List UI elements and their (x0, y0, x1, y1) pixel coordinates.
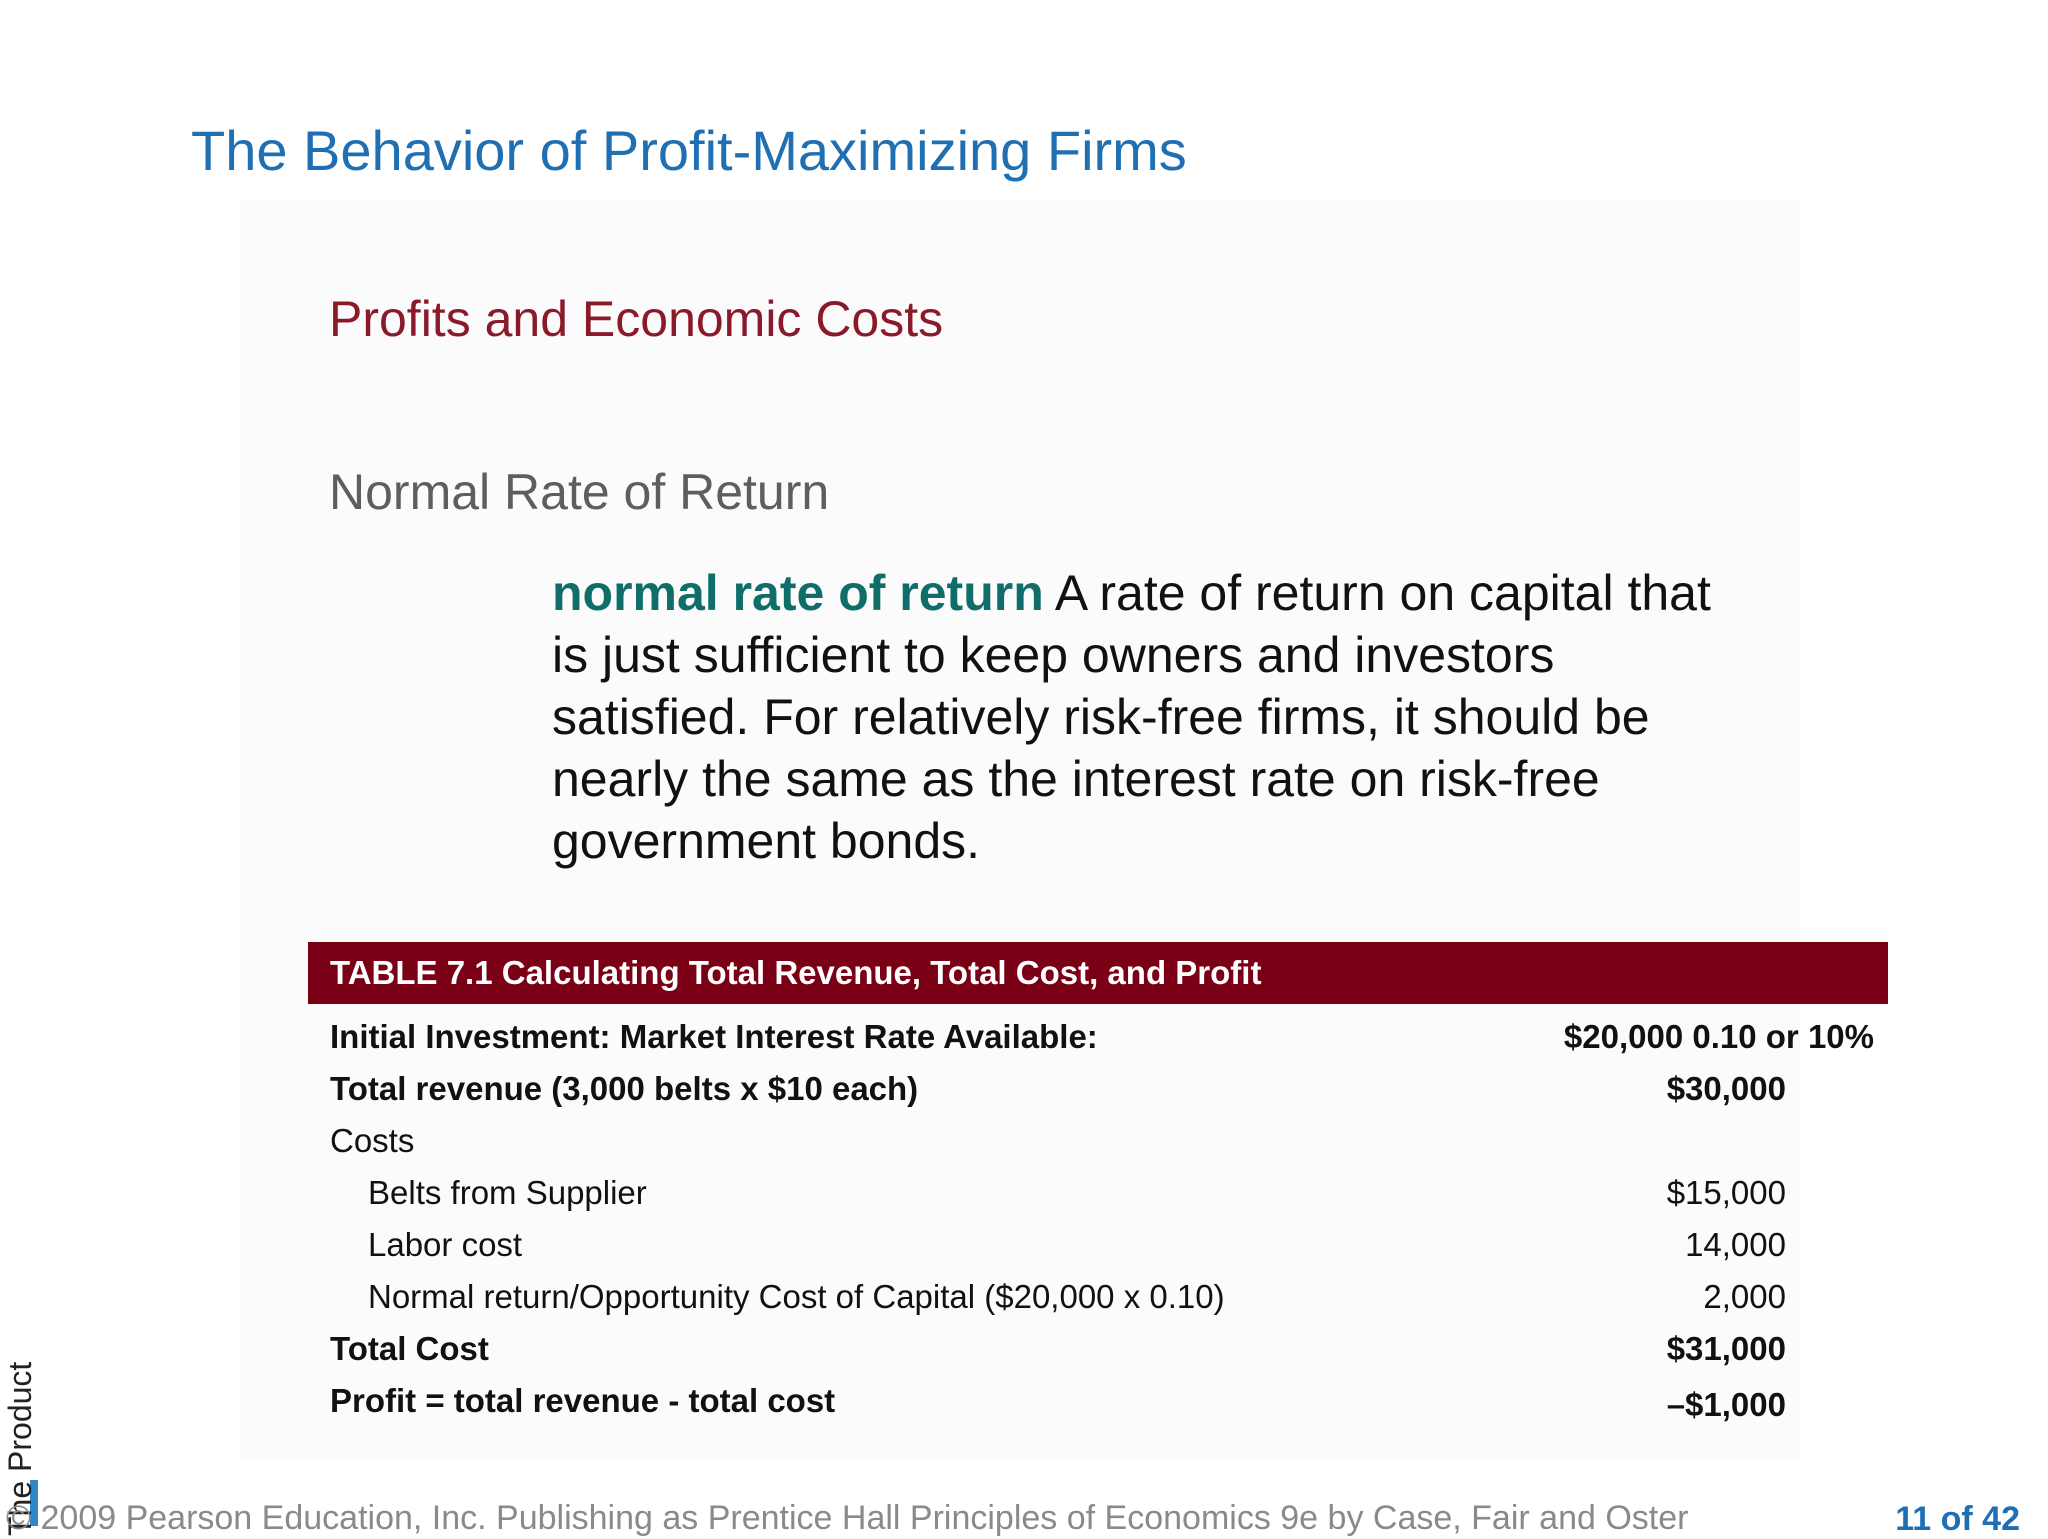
table-row (308, 1375, 1786, 1427)
table-row (308, 1167, 1786, 1219)
definition-text: A rate of return on capital that is just sufficient to keep owners and investors satisfied. For relatively risk-free firms, it should be nearly the same as the interest rate on risk-free government bonds. (552, 565, 1711, 869)
table-row-value: $30,000 (1666, 1070, 1786, 1107)
table-row-label: Normal return/Opportunity Cost of Capital ($20,000 x 0.10) (368, 1278, 1225, 1315)
footer-copyright: © 2009 Pearson Education, Inc. Publishing as Prentice Hall Principles of Economics 9e by Case, Fair and Oster (6, 1499, 1689, 1537)
table-row-value: $15,000 (1666, 1174, 1786, 1211)
table-row-label: Belts from Supplier (368, 1174, 647, 1211)
table-row (308, 1271, 1786, 1323)
definition-paragraph (552, 562, 1752, 872)
table-row-label: Profit = total revenue - total cost (330, 1382, 836, 1419)
table-row (308, 1063, 1786, 1115)
table-row (308, 1115, 1786, 1167)
table-row-value: 14,000 (1685, 1226, 1786, 1263)
section-heading: Profits and Economic Costs (329, 291, 944, 347)
table-row-value: 2,000 (1703, 1278, 1786, 1315)
page-indicator: 11 of 42 (1895, 1500, 2020, 1538)
table-title: TABLE 7.1 Calculating Total Revenue, Total Cost, and Profit (308, 942, 1888, 1004)
table-row (308, 1011, 1874, 1063)
subheading: Normal Rate of Return (329, 464, 830, 520)
table-row (308, 1323, 1786, 1375)
table-row (308, 1219, 1786, 1271)
table-row-label: Total Cost (330, 1330, 489, 1367)
slide-title: The Behavior of Profit-Maximizing Firms (191, 119, 1187, 182)
definition-term: normal rate of return (552, 565, 1044, 621)
table-row-label: Total revenue (3,000 belts x $10 each) (330, 1070, 919, 1107)
table-row-value: –$1,000 (1666, 1386, 1786, 1423)
side-vertical-text: The Product (2, 1361, 38, 1536)
table-row-value: $20,000 0.10 or 10% (1563, 1018, 1874, 1055)
table-row-value: $31,000 (1666, 1330, 1786, 1367)
table-row-label: Costs (330, 1122, 415, 1159)
table-row-label: Initial Investment: Market Interest Rate Available: (330, 1018, 1098, 1055)
table-row-label: Labor cost (368, 1226, 523, 1263)
